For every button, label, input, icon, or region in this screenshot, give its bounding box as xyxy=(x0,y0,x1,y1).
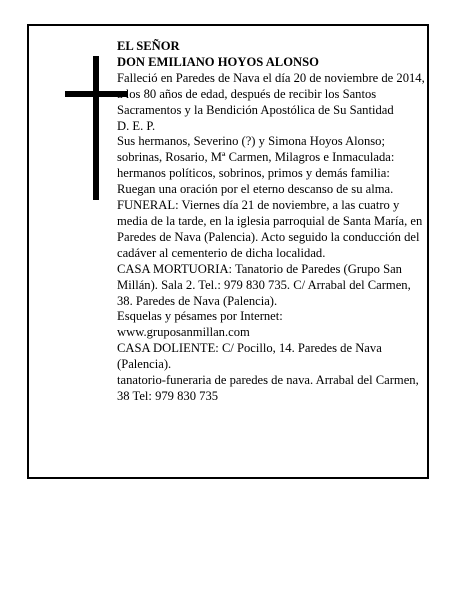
deceased-name: DON EMILIANO HOYOS ALONSO xyxy=(117,54,319,69)
prayer-request: Ruegan una oración por el eterno descanso de su alma. xyxy=(117,182,394,197)
obituary-notice xyxy=(27,24,429,479)
notice-title: EL SEÑOR xyxy=(117,39,180,53)
funeral-home-contact: tanatorio-funeraria de paredes de nava. Arrabal del Carmen, 38 Tel: 979 830 735 xyxy=(117,373,419,403)
mortuary-details: CASA MORTUORIA: Tanatorio de Paredes (Grupo San Millán). Sala 2. Tel.: 979 830 735. C/ Arrabal del Carmen, 38. Paredes de Nava (Palencia). xyxy=(117,261,411,308)
notice-text xyxy=(117,39,425,405)
family-list: Sus hermanos, Severino (?) y Simona Hoyos Alonso; sobrinas, Rosario, Mª Carmen, Milagros e Inmaculada: hermanos políticos, sobrinos, primos y demás familia: xyxy=(117,134,395,181)
website-url: www.gruposanmillan.com xyxy=(117,325,250,340)
death-announcement: Falleció en Paredes de Nava el día 20 de noviembre de 2014, a los 80 años de edad, después de recibir los Santos Sacramentos y la Bendición Apostólica de Su Santidad xyxy=(117,70,425,117)
rest-in-peace: D. E. P. xyxy=(117,118,156,133)
family-home-address: CASA DOLIENTE: C/ Pocillo, 14. Paredes de Nava (Palencia). xyxy=(117,341,382,372)
cross-vertical-bar xyxy=(93,56,99,200)
online-condolences-label: Esquelas y pésames por Internet: xyxy=(117,309,283,324)
funeral-details: FUNERAL: Viernes día 21 de noviembre, a las cuatro y media de la tarde, en la iglesia parroquial de Santa María, en Paredes de Nava (Palencia). Acto seguido la conducción del cadáver al cementerio de dicha localidad. xyxy=(117,198,423,260)
